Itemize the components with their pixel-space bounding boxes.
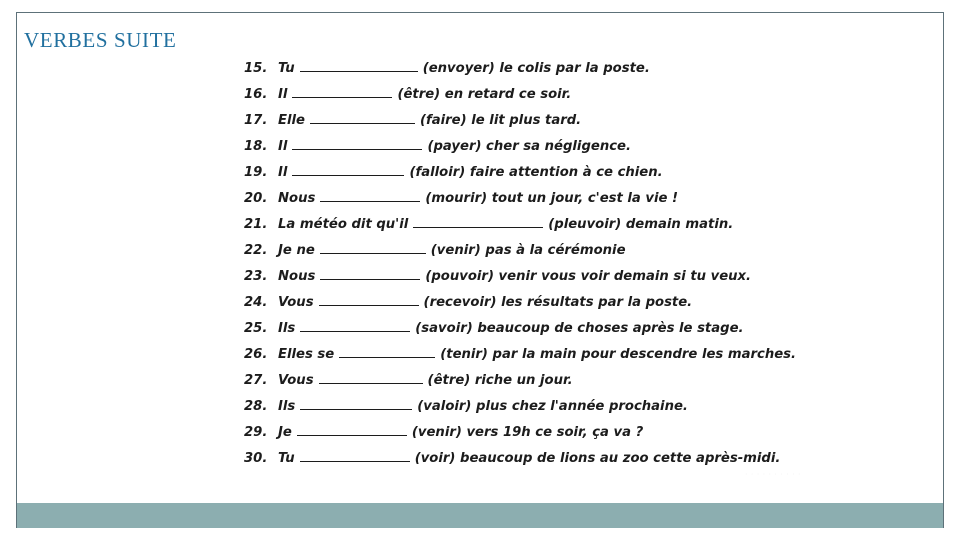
answer-blank[interactable]: [339, 346, 435, 358]
exercise-suffix: (être) riche un jour.: [427, 373, 573, 389]
exercise-prefix: Vous: [278, 295, 314, 311]
exercise-number: 21.: [244, 217, 268, 233]
page-title: VERBES SUITE: [24, 28, 177, 52]
exercise-prefix: Tu: [278, 61, 295, 77]
exercise-suffix: (être) en retard ce soir.: [397, 87, 572, 103]
exercise-number: 28.: [244, 399, 268, 415]
exercise-number: 16.: [244, 87, 268, 103]
exercise-number: 19.: [244, 165, 268, 181]
exercise-sentence: [278, 268, 751, 284]
exercise-item: [244, 268, 934, 294]
exercise-number: 25.: [244, 321, 268, 337]
exercise-item: [244, 190, 934, 216]
answer-blank[interactable]: [300, 450, 410, 462]
exercise-sentence: [278, 320, 744, 336]
exercise-sentence: [278, 346, 796, 362]
exercise-prefix: La météo dit qu'il: [278, 217, 409, 233]
exercise-sentence: [278, 138, 631, 154]
answer-blank[interactable]: [320, 268, 420, 280]
exercise-sentence: [278, 86, 571, 102]
exercise-sentence: [278, 372, 573, 388]
answer-blank[interactable]: [310, 112, 415, 124]
answer-blank[interactable]: [300, 398, 412, 410]
exercise-prefix: Nous: [278, 269, 316, 285]
exercise-prefix: Ils: [278, 399, 296, 415]
exercise-item: [244, 294, 934, 320]
exercise-item: [244, 346, 934, 372]
answer-blank[interactable]: [300, 320, 410, 332]
exercise-number: 18.: [244, 139, 268, 155]
answer-blank[interactable]: [413, 216, 543, 228]
exercise-item: [244, 138, 934, 164]
exercise-sentence: [278, 242, 626, 258]
exercise-number: 23.: [244, 269, 268, 285]
answer-blank[interactable]: [292, 164, 404, 176]
answer-blank[interactable]: [292, 138, 422, 150]
exercise-number: 22.: [244, 243, 268, 259]
exercise-prefix: Tu: [278, 451, 295, 467]
exercise-item: [244, 60, 934, 86]
exercise-prefix: Nous: [278, 191, 316, 207]
exercise-suffix: (envoyer) le colis par la poste.: [422, 61, 650, 77]
exercise-prefix: Vous: [278, 373, 314, 389]
answer-blank[interactable]: [319, 294, 419, 306]
exercise-item: [244, 242, 934, 268]
exercise-suffix: (savoir) beaucoup de choses après le stage.: [415, 321, 744, 337]
exercise-suffix: (recevoir) les résultats par la poste.: [423, 295, 693, 311]
exercise-number: 24.: [244, 295, 268, 311]
exercise-number: 17.: [244, 113, 268, 129]
exercise-sentence: [278, 294, 692, 310]
exercise-item: [244, 450, 934, 476]
exercise-suffix: (faire) le lit plus tard.: [420, 113, 582, 129]
exercise-suffix: (mourir) tout un jour, c'est la vie !: [425, 191, 679, 207]
exercise-number: 20.: [244, 191, 268, 207]
answer-blank[interactable]: [300, 60, 418, 72]
exercise-item: [244, 398, 934, 424]
exercise-list: [244, 60, 934, 476]
exercise-prefix: Je: [278, 425, 292, 441]
exercise-suffix: (voir) beaucoup de lions au zoo cette après-midi.: [414, 451, 781, 467]
exercise-sentence: [278, 398, 688, 414]
exercise-number: 27.: [244, 373, 268, 389]
exercise-number: 29.: [244, 425, 268, 441]
exercise-prefix: Elle: [278, 113, 305, 129]
answer-blank[interactable]: [292, 86, 392, 98]
exercise-item: [244, 112, 934, 138]
exercise-sentence: [278, 450, 780, 466]
answer-blank[interactable]: [319, 372, 423, 384]
exercise-suffix: (payer) cher sa négligence.: [427, 139, 631, 155]
exercise-prefix: Il: [278, 87, 288, 103]
exercise-prefix: Elles se: [278, 347, 335, 363]
exercise-suffix: (venir) pas à la cérémonie: [430, 243, 626, 259]
watermark-text: · · · · · · · · · ·: [745, 470, 801, 479]
exercise-sentence: [278, 112, 581, 128]
exercise-suffix: (valoir) plus chez l'année prochaine.: [417, 399, 688, 415]
exercise-sentence: [278, 164, 663, 180]
exercise-item: [244, 86, 934, 112]
exercise-prefix: Je ne: [278, 243, 315, 259]
exercise-number: 15.: [244, 61, 268, 77]
answer-blank[interactable]: [297, 424, 407, 436]
exercise-prefix: Il: [278, 165, 288, 181]
answer-blank[interactable]: [320, 190, 420, 202]
exercise-item: [244, 424, 934, 450]
exercise-prefix: Ils: [278, 321, 296, 337]
exercise-number: 26.: [244, 347, 268, 363]
exercise-item: [244, 320, 934, 346]
exercise-item: [244, 164, 934, 190]
footer-accent-bar: [17, 503, 943, 528]
exercise-suffix: (falloir) faire attention à ce chien.: [409, 165, 663, 181]
exercise-suffix: (pleuvoir) demain matin.: [548, 217, 734, 233]
exercise-item: [244, 372, 934, 398]
exercise-item: [244, 216, 934, 242]
exercise-sentence: [278, 190, 678, 206]
exercise-sentence: [278, 216, 733, 232]
exercise-suffix: (tenir) par la main pour descendre les marches.: [440, 347, 797, 363]
exercise-prefix: Il: [278, 139, 288, 155]
exercise-suffix: (pouvoir) venir vous voir demain si tu veux.: [425, 269, 752, 285]
answer-blank[interactable]: [320, 242, 426, 254]
exercise-sentence: [278, 424, 643, 440]
exercise-sentence: [278, 60, 650, 76]
exercise-suffix: (venir) vers 19h ce soir, ça va ?: [411, 425, 644, 441]
exercise-number: 30.: [244, 451, 268, 467]
